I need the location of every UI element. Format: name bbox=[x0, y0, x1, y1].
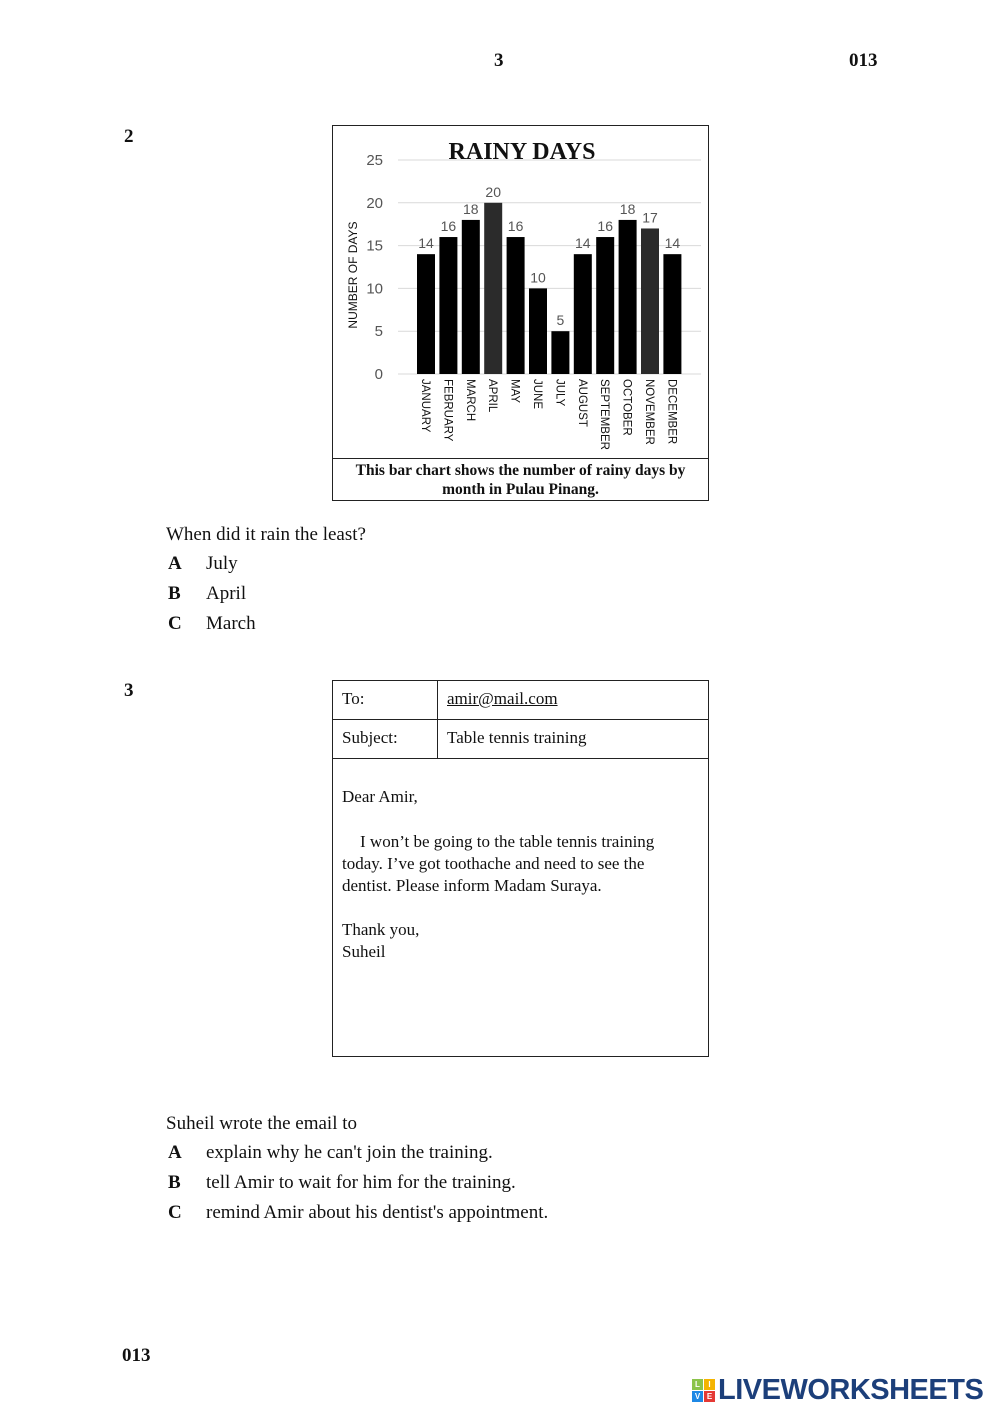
email-body-line: I won’t be going to the table tennis training bbox=[360, 832, 655, 851]
data-label: 16 bbox=[440, 218, 457, 235]
bar-april bbox=[484, 203, 502, 374]
y-tick-label: 15 bbox=[366, 237, 383, 255]
data-label: 14 bbox=[418, 235, 434, 252]
email-box bbox=[332, 680, 709, 1057]
data-label: 17 bbox=[642, 209, 658, 226]
data-label: 16 bbox=[597, 218, 613, 235]
option-c[interactable]: remind Amir about his dentist's appointment. bbox=[206, 1202, 549, 1223]
y-tick-label: 20 bbox=[366, 194, 383, 212]
logo-icon: L I V E bbox=[692, 1379, 715, 1402]
option-c[interactable]: March bbox=[206, 613, 256, 634]
email-to-row bbox=[333, 681, 708, 720]
x-tick-label: JULY bbox=[553, 379, 566, 407]
email-subject-row bbox=[333, 720, 708, 759]
x-tick-label: DECEMBER bbox=[665, 379, 678, 445]
question-2-text: When did it rain the least? bbox=[166, 524, 366, 545]
question-number-3: 3 bbox=[124, 680, 134, 701]
bar-june bbox=[529, 288, 547, 374]
option-b[interactable]: tell Amir to wait for him for the training. bbox=[206, 1172, 516, 1193]
x-tick-label: MAY bbox=[508, 379, 521, 404]
data-label: 5 bbox=[556, 312, 565, 329]
bar-december bbox=[663, 254, 681, 374]
x-tick-label: SEPTEMBER bbox=[598, 379, 611, 450]
bar-march bbox=[462, 220, 480, 374]
data-label: 18 bbox=[463, 200, 479, 217]
chart-caption: This bar chart shows the number of rainy days by month in Pulau Pinang. bbox=[333, 458, 708, 500]
email-closing: Thank you, bbox=[342, 920, 420, 939]
x-tick-label: NOVEMBER bbox=[643, 379, 655, 445]
option-letter: A bbox=[168, 553, 182, 574]
data-label: 14 bbox=[575, 235, 591, 252]
header-code: 013 bbox=[849, 50, 878, 71]
to-value: amir@mail.com bbox=[437, 681, 558, 719]
y-tick-label: 25 bbox=[366, 152, 383, 169]
y-tick-label: 0 bbox=[374, 366, 383, 383]
x-tick-label: FEBRUARY bbox=[441, 379, 454, 442]
to-label: To: bbox=[342, 689, 365, 708]
chart-svg bbox=[333, 126, 708, 458]
email-body-line: today. I’ve got toothache and need to see the bbox=[342, 854, 645, 873]
rainy-days-chart bbox=[332, 125, 709, 501]
option-letter: B bbox=[168, 1172, 181, 1193]
logo-text: LIVEWORKSHEETS bbox=[718, 1374, 984, 1406]
y-axis-label: NUMBER OF DAYS bbox=[346, 221, 360, 329]
question-3-text: Suheil wrote the email to bbox=[166, 1113, 358, 1134]
bar-july bbox=[551, 331, 569, 374]
subject-value: Table tennis training bbox=[437, 720, 587, 758]
bar-august bbox=[574, 254, 592, 374]
bar-september bbox=[596, 237, 614, 374]
data-label: 10 bbox=[530, 269, 546, 286]
option-letter: B bbox=[168, 583, 181, 604]
bar-may bbox=[507, 237, 525, 374]
bar-november bbox=[641, 228, 659, 374]
email-signature: Suheil bbox=[342, 942, 386, 961]
page-number: 3 bbox=[494, 50, 504, 71]
x-tick-label: OCTOBER bbox=[620, 379, 633, 436]
chart-title: RAINY DAYS bbox=[448, 139, 596, 165]
x-tick-label: MARCH bbox=[463, 379, 476, 422]
data-label: 20 bbox=[485, 183, 501, 200]
option-letter: A bbox=[168, 1142, 182, 1163]
bar-january bbox=[417, 254, 435, 374]
bar-october bbox=[619, 220, 637, 374]
x-tick-label: APRIL bbox=[486, 379, 499, 413]
footer-code: 013 bbox=[122, 1345, 151, 1366]
data-label: 14 bbox=[664, 235, 681, 252]
option-b[interactable]: April bbox=[206, 583, 247, 604]
data-label: 16 bbox=[507, 218, 524, 235]
y-tick-label: 5 bbox=[374, 323, 383, 341]
data-label: 18 bbox=[619, 200, 636, 217]
liveworksheets-logo bbox=[692, 1374, 983, 1407]
question-number-2: 2 bbox=[124, 126, 134, 147]
y-tick-label: 10 bbox=[366, 280, 383, 298]
option-letter: C bbox=[168, 1202, 182, 1223]
option-letter: C bbox=[168, 613, 182, 634]
x-tick-label: JUNE bbox=[531, 379, 543, 410]
subject-label: Subject: bbox=[342, 728, 398, 747]
bar-february bbox=[439, 237, 457, 374]
x-tick-label: JANUARY bbox=[419, 379, 431, 433]
email-greeting: Dear Amir, bbox=[342, 787, 418, 806]
option-a[interactable]: July bbox=[206, 553, 238, 574]
x-tick-label: AUGUST bbox=[575, 379, 588, 427]
email-body-line: dentist. Please inform Madam Suraya. bbox=[342, 876, 602, 895]
option-a[interactable]: explain why he can't join the training. bbox=[206, 1142, 493, 1163]
